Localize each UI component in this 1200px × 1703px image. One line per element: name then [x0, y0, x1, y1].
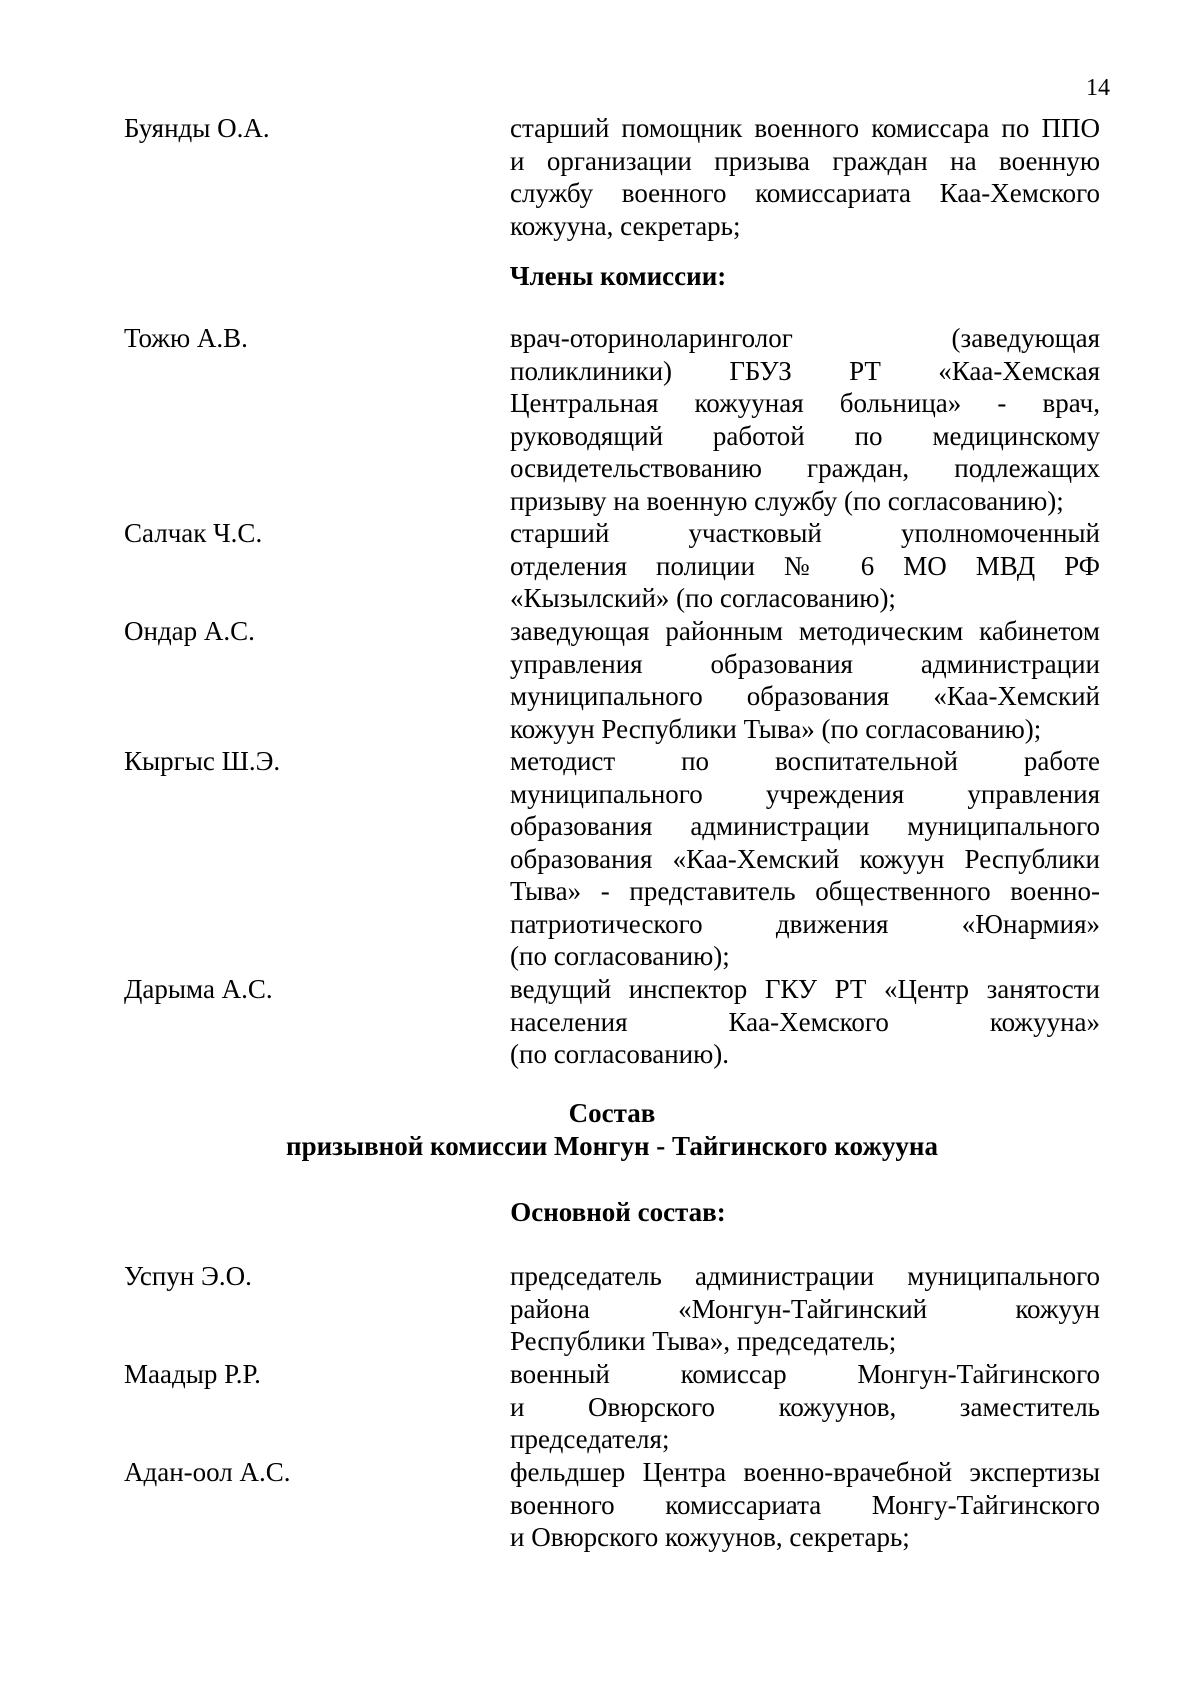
- person-description: [510, 1456, 1100, 1554]
- description-line: старший помощник военного комиссара по ППО: [510, 113, 1100, 143]
- description-line: патриотического движения «Юнармия»: [510, 908, 1100, 939]
- person-name: Буянды О.А.: [124, 113, 270, 143]
- description-line: (по согласованию).: [510, 1039, 730, 1069]
- description-line: населения Каа-Хемского кожууна»: [510, 1006, 1100, 1037]
- description-line: кожууна, секретарь;: [510, 210, 741, 241]
- description-line: Центральная кожууная больница» - врач,: [510, 388, 1100, 418]
- description-line: старший участковый уполномоченный: [510, 518, 1100, 548]
- person-description: [510, 517, 1100, 615]
- members-heading: Члены комиссии:: [509, 261, 727, 291]
- description-line: (по согласованию);: [510, 941, 730, 971]
- description-line: освидетельствованию граждан, подлежащих: [510, 453, 1100, 483]
- description-line: призыву на военную службу (по согласованию);: [510, 485, 1064, 516]
- person-name: Успун Э.О.: [124, 1261, 252, 1291]
- description-line: председатель администрации муниципального: [510, 1261, 1100, 1291]
- description-line: руководящий работой по медицинскому: [510, 420, 1100, 451]
- description-line: Тыва» - представитель общественного военно-: [510, 876, 1100, 906]
- description-line: председателя;: [510, 1424, 670, 1454]
- description-line: поликлиники) ГБУЗ РТ «Каа-Хемская: [510, 355, 1100, 386]
- person-name: Салчак Ч.С.: [124, 518, 263, 548]
- person-name: Дарыма А.С.: [124, 974, 273, 1004]
- description-line: муниципального образования «Каа-Хемский: [510, 681, 1100, 711]
- description-line: кожуун Республики Тыва» (по согласованию);: [510, 713, 1042, 744]
- person-description: [510, 1260, 1100, 1358]
- person-name: Адан-оол А.С.: [124, 1457, 291, 1487]
- section-subtitle: призывной комиссии Монгун - Тайгинского кожууна: [286, 1131, 938, 1161]
- person-name: Тожю А.В.: [124, 323, 248, 353]
- description-line: отделения полиции № 6 МО МВД РФ: [510, 550, 1100, 581]
- description-line: и Овюрского кожуунов, заместитель: [510, 1391, 1100, 1422]
- description-line: управления образования администрации: [510, 648, 1100, 679]
- person-description: [510, 112, 1100, 242]
- description-line: района «Монгун-Тайгинский кожуун: [510, 1293, 1100, 1324]
- description-line: фельдшер Центра военно-врачебной экспертизы: [510, 1457, 1100, 1487]
- description-line: и Овюрского кожуунов, секретарь;: [510, 1522, 910, 1552]
- description-line: методист по воспитательной работе: [510, 746, 1100, 776]
- description-line: и организации призыва граждан на военную: [510, 145, 1100, 176]
- page-number: 14: [1086, 75, 1110, 101]
- person-description: [510, 615, 1100, 745]
- description-line: заведующая районным методическим кабинетом: [510, 616, 1100, 646]
- description-line: «Кызылский» (по согласованию);: [510, 583, 896, 613]
- description-line: Республики Тыва», председатель;: [510, 1326, 897, 1356]
- description-line: муниципального учреждения управления: [510, 778, 1100, 809]
- main-heading: Основной состав:: [510, 1197, 726, 1227]
- person-name: Ондар А.С.: [124, 616, 255, 646]
- description-line: службу военного комиссариата Каа-Хемского: [510, 178, 1100, 208]
- description-line: ведущий инспектор ГКУ РТ «Центр занятости: [510, 974, 1100, 1004]
- section-title: Состав: [568, 1098, 656, 1128]
- description-line: военного комиссариата Монгу-Тайгинского: [510, 1489, 1100, 1520]
- person-description: [510, 745, 1100, 973]
- description-line: военный комиссар Монгун-Тайгинского: [510, 1359, 1100, 1389]
- person-name: Кыргыс Ш.Э.: [124, 746, 281, 776]
- description-line: образования администрации муниципального: [510, 811, 1100, 841]
- person-description: [510, 973, 1100, 1071]
- person-name: Маадыр Р.Р.: [124, 1359, 261, 1389]
- person-description: [510, 322, 1100, 517]
- description-line: врач-оториноларинголог (заведующая: [510, 323, 1100, 353]
- person-description: [510, 1358, 1100, 1456]
- description-line: образования «Каа-Хемский кожуун Республики: [510, 843, 1100, 874]
